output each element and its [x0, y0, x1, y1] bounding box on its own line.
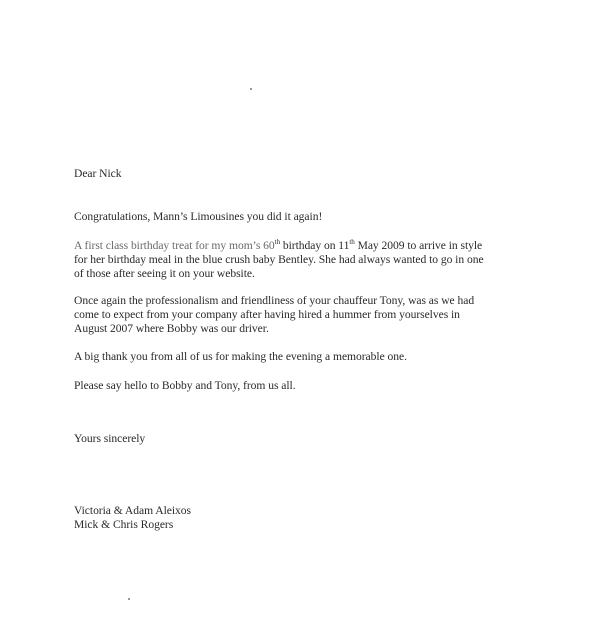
ordinal-suffix: th — [349, 238, 355, 247]
signature-line-1: Victoria & Adam Aleixos — [74, 504, 191, 517]
congratulations-line: Congratulations, Mann’s Limousines you did it again! — [74, 210, 323, 223]
ordinal-suffix: th — [274, 238, 281, 247]
paragraph-1-line-3: of those after seeing it on your website. — [74, 267, 255, 280]
paragraph-1-line-2: for her birthday meal in the blue crush baby Bentley. She had always wanted to go in one — [74, 253, 484, 266]
paragraph-2-line-1: Once again the professionalism and friendliness of your chauffeur Tony, was as we had — [74, 294, 475, 307]
paragraph-1-line-1-part-b: birthday on 11 — [280, 239, 350, 252]
paragraph-1-line-1-part-a: A first class birthday treat for my mom’s 60 — [74, 239, 275, 252]
paragraph-1-line-1 — [74, 239, 482, 253]
signature-line-2: Mick & Chris Rogers — [74, 518, 174, 531]
paragraph-3: A big thank you from all of us for making the evening a memorable one. — [74, 350, 407, 363]
paragraph-1-line-1-part-c: May 2009 to arrive in style — [354, 239, 483, 252]
salutation: Dear Nick — [74, 167, 122, 180]
paragraph-4: Please say hello to Bobby and Tony, from us all. — [74, 379, 296, 392]
paragraph-2-line-3: August 2007 where Bobby was our driver. — [74, 322, 269, 335]
scan-speck — [250, 88, 252, 90]
closing: Yours sincerely — [74, 432, 146, 445]
scan-speck — [128, 598, 130, 600]
paragraph-2-line-2: come to expect from your company after having hired a hummer from yourselves in — [74, 308, 460, 321]
